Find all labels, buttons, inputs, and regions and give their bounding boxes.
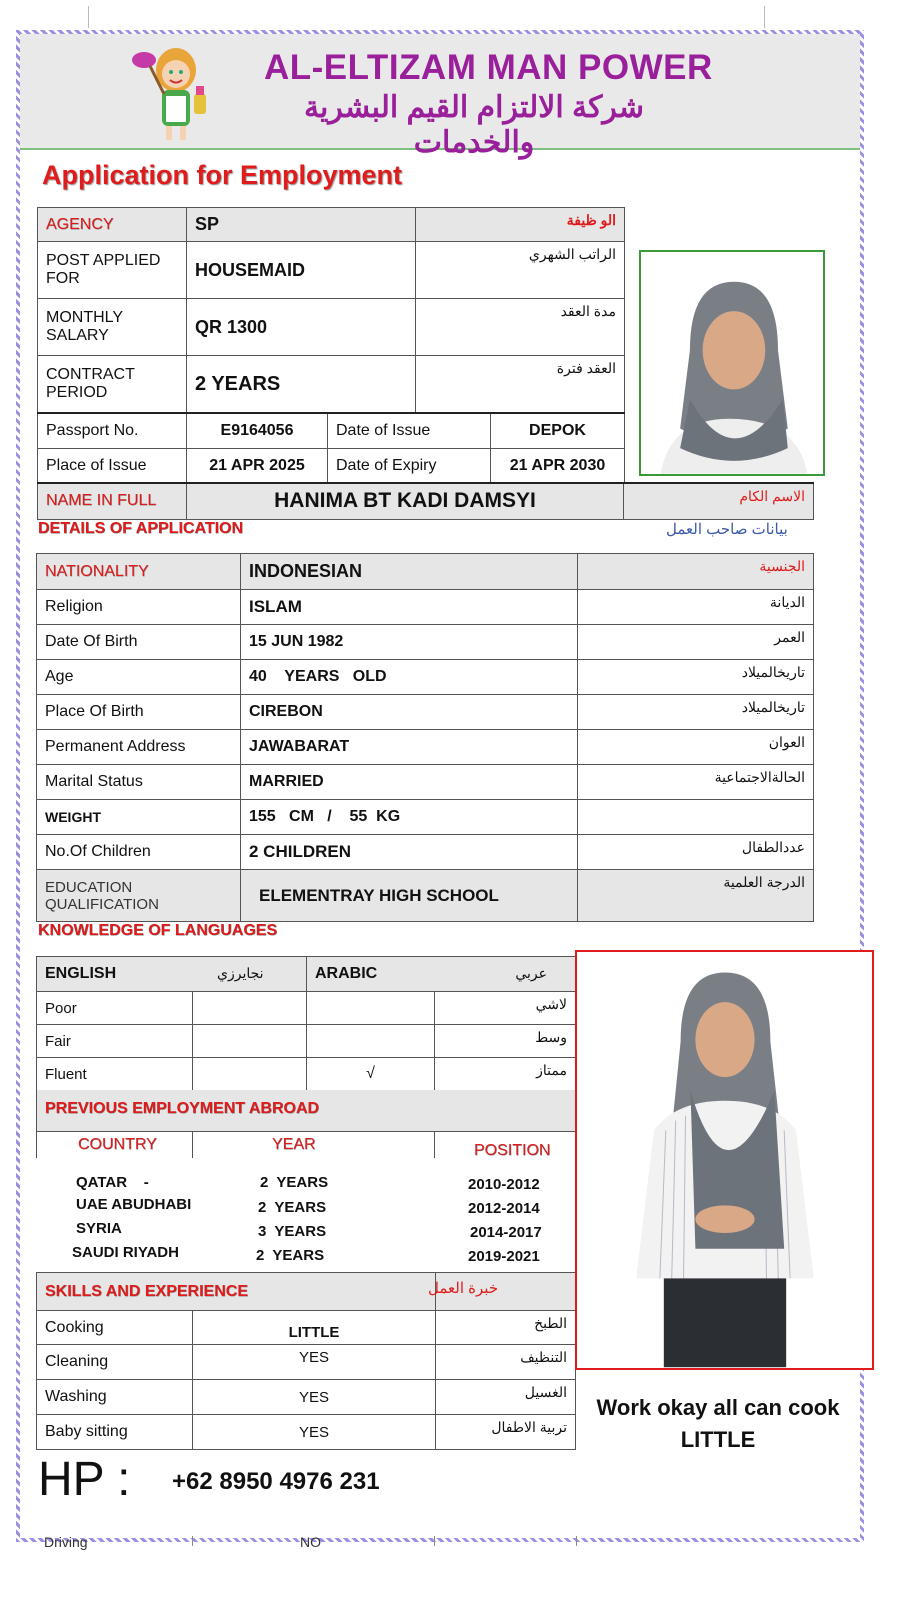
skills-header-arabic-cell: [428, 1273, 576, 1311]
detail-value: 40 YEARS OLD: [241, 660, 578, 695]
table-row: [37, 1345, 576, 1380]
details-section-title-arabic: بيانات صاحب العمل: [666, 521, 788, 538]
detail-label: Date Of Birth: [37, 625, 241, 660]
employment-country: UAE ABUDHABI: [76, 1196, 192, 1213]
cutoff-skill-value: NO: [300, 1534, 321, 1550]
detail-value: CIREBON: [241, 695, 578, 730]
table-row: [37, 590, 814, 625]
details-table: [36, 553, 814, 922]
divider: [192, 1536, 193, 1546]
employment-year: 2 YEARS: [260, 1174, 329, 1191]
language-level-label: Fluent: [37, 1058, 193, 1091]
detail-label: Permanent Address: [37, 730, 241, 765]
employment-header-band: [36, 1090, 576, 1132]
table-row: [37, 765, 814, 800]
skill-label: Washing: [37, 1380, 193, 1415]
skill-arabic: الطبخ: [436, 1311, 576, 1345]
table-row: [37, 625, 814, 660]
skill-value: LITTLE: [193, 1311, 436, 1345]
skills-table: [36, 1272, 576, 1450]
company-name-english: AL-ELTIZAM MAN POWER: [264, 48, 713, 87]
maid-cartoon-icon: [128, 40, 224, 144]
col-year: YEAR: [272, 1136, 316, 1153]
issue-date-value: DEPOK: [491, 413, 625, 448]
arabic-arabic: عربي: [515, 965, 547, 981]
table-row: [37, 730, 814, 765]
place-of-issue-value: 21 APR 2025: [187, 448, 328, 483]
crop-mark: [88, 6, 89, 28]
employment-country: QATAR -: [76, 1174, 149, 1191]
cutoff-skill-label: Driving: [44, 1534, 88, 1550]
skill-value: YES: [193, 1345, 436, 1380]
col-position: POSITION: [474, 1142, 551, 1159]
detail-arabic: عددالطفال: [578, 835, 814, 870]
skill-value: YES: [193, 1380, 436, 1415]
details-section-title: DETAILS OF APPLICATION: [38, 520, 244, 537]
post-value: HOUSEMAID: [187, 242, 416, 299]
company-name-arabic: شركة الالتزام القيم البشرية والخدمات: [303, 91, 645, 159]
salary-label: MONTHLY SALARY: [38, 299, 187, 356]
english-arabic: نجايرزي: [217, 965, 264, 981]
remarks-line-2: LITTLE: [680, 1427, 756, 1452]
skill-arabic: التنظيف: [436, 1345, 576, 1380]
table-row: [37, 660, 814, 695]
passport-no-value: E9164056: [187, 413, 328, 448]
passport-table: [37, 412, 625, 484]
arabic-label: ARABIC: [315, 965, 378, 982]
divider: [36, 1132, 37, 1158]
col-country: COUNTRY: [78, 1136, 157, 1153]
arabic-header: [307, 957, 576, 992]
divider: [192, 1132, 193, 1158]
skill-arabic: الغسيل: [436, 1380, 576, 1415]
agency-arabic: الو ظيفة: [416, 208, 625, 242]
detail-value: ISLAM: [241, 590, 578, 625]
detail-arabic: الجنسية: [578, 554, 814, 590]
detail-label: EDUCATION QUALIFICATION: [37, 870, 241, 922]
name-table: [37, 482, 814, 520]
expiry-date-value: 21 APR 2030: [491, 448, 625, 483]
detail-label: Age: [37, 660, 241, 695]
language-level-label: Fair: [37, 1025, 193, 1058]
employment-year: 3 YEARS: [258, 1223, 327, 1240]
skills-section-title: SKILLS AND EXPERIENCE: [45, 1282, 248, 1300]
languages-table: [36, 956, 576, 1091]
language-level-arabic: لاشي: [435, 992, 576, 1025]
contract-arabic: العقد فترة: [416, 356, 625, 413]
skills-section-title-arabic: خبرة العمل: [428, 1280, 499, 1297]
name-arabic: الاسم الكام: [624, 483, 814, 519]
table-row: [37, 1311, 576, 1345]
full-body-photo: [575, 950, 874, 1370]
expiry-date-label: Date of Expiry: [328, 448, 491, 483]
divider: [434, 1132, 435, 1158]
employment-country: SYRIA: [76, 1220, 122, 1237]
skill-label: Cooking: [37, 1311, 193, 1345]
employment-country: SAUDI RIYADH: [72, 1244, 179, 1261]
post-arabic: الراتب الشهري: [416, 242, 625, 299]
detail-arabic: الدرجة العلمية: [578, 870, 814, 922]
divider: [434, 1536, 435, 1546]
name-label: NAME IN FULL: [38, 483, 187, 519]
skill-arabic: تربية الاطفال: [436, 1415, 576, 1450]
detail-label: NATIONALITY: [37, 554, 241, 590]
place-of-issue-label: Place of Issue: [38, 448, 187, 483]
detail-arabic: العمر: [578, 625, 814, 660]
detail-arabic: تاريخالميلاد: [578, 695, 814, 730]
remarks-note: [594, 1392, 842, 1456]
page-title: Application for Employment: [42, 160, 403, 190]
salary-arabic: مدة العقد: [416, 299, 625, 356]
detail-value: ELEMENTRAY HIGH SCHOOL: [241, 870, 578, 922]
detail-value: 2 CHILDREN: [241, 835, 578, 870]
checkmark-icon: √: [307, 1058, 435, 1091]
detail-label: Marital Status: [37, 765, 241, 800]
detail-value: 15 JUN 1982: [241, 625, 578, 660]
table-row: [37, 1415, 576, 1450]
table-row: [37, 835, 814, 870]
divider: [576, 1536, 577, 1546]
contract-label: CONTRACT PERIOD: [38, 356, 187, 413]
table-row: [37, 870, 814, 922]
detail-arabic: الحالةالاجتماعية: [578, 765, 814, 800]
remarks-line-1: Work okay all can cook: [596, 1395, 840, 1420]
issue-date-label: Date of Issue: [328, 413, 491, 448]
languages-section-title: KNOWLEDGE OF LANGUAGES: [38, 922, 278, 939]
detail-value: 155 CM / 55 KG: [241, 800, 578, 835]
skill-label: Cleaning: [37, 1345, 193, 1380]
agency-label: AGENCY: [38, 208, 187, 242]
employment-period: 2014-2017: [470, 1224, 542, 1241]
employment-year: 2 YEARS: [256, 1247, 325, 1264]
detail-value: JAWABARAT: [241, 730, 578, 765]
detail-value: MARRIED: [241, 765, 578, 800]
skill-value: YES: [193, 1415, 436, 1450]
job-table: [37, 207, 625, 413]
employment-period: 2010-2012: [468, 1176, 540, 1193]
post-label: POST APPLIED FOR: [38, 242, 187, 299]
detail-arabic: تاريخالميلاد: [578, 660, 814, 695]
language-level-arabic: ممتاز: [435, 1058, 576, 1091]
passport-photo: [639, 250, 825, 476]
phone-label: HP :: [38, 1453, 131, 1506]
checkmark-icon: [307, 992, 435, 1025]
detail-label: Religion: [37, 590, 241, 625]
passport-no-label: Passport No.: [38, 413, 187, 448]
employment-year: 2 YEARS: [258, 1199, 327, 1216]
salary-value: QR 1300: [187, 299, 416, 356]
table-row: [37, 695, 814, 730]
english-label: ENGLISH: [45, 965, 117, 982]
english-header: [37, 957, 307, 992]
language-level-arabic: وسط: [435, 1025, 576, 1058]
crop-mark: [764, 6, 765, 28]
employment-period: 2019-2021: [468, 1248, 540, 1265]
detail-arabic: العوان: [578, 730, 814, 765]
language-level-label: Poor: [37, 992, 193, 1025]
detail-arabic: [578, 800, 814, 835]
detail-label: No.Of Children: [37, 835, 241, 870]
contract-value: 2 YEARS: [187, 356, 416, 413]
employment-period: 2012-2014: [468, 1200, 540, 1217]
checkmark-icon: [307, 1025, 435, 1058]
table-row: [37, 1380, 576, 1415]
table-row: [37, 800, 814, 835]
skill-label: Baby sitting: [37, 1415, 193, 1450]
phone-number: +62 8950 4976 231: [172, 1468, 380, 1495]
letterhead: [20, 34, 860, 159]
table-row: [37, 1058, 576, 1091]
full-name: HANIMA BT KADI DAMSYI: [187, 483, 624, 519]
table-row: [37, 992, 576, 1025]
skills-header: [37, 1273, 436, 1311]
table-row: [37, 554, 814, 590]
table-row: [37, 1025, 576, 1058]
employment-section-title: PREVIOUS EMPLOYMENT ABROAD: [45, 1100, 320, 1117]
detail-value: INDONESIAN: [241, 554, 578, 590]
detail-arabic: الديانة: [578, 590, 814, 625]
agency-value: SP: [187, 208, 416, 242]
detail-label: WEIGHT: [37, 800, 241, 835]
detail-label: Place Of Birth: [37, 695, 241, 730]
